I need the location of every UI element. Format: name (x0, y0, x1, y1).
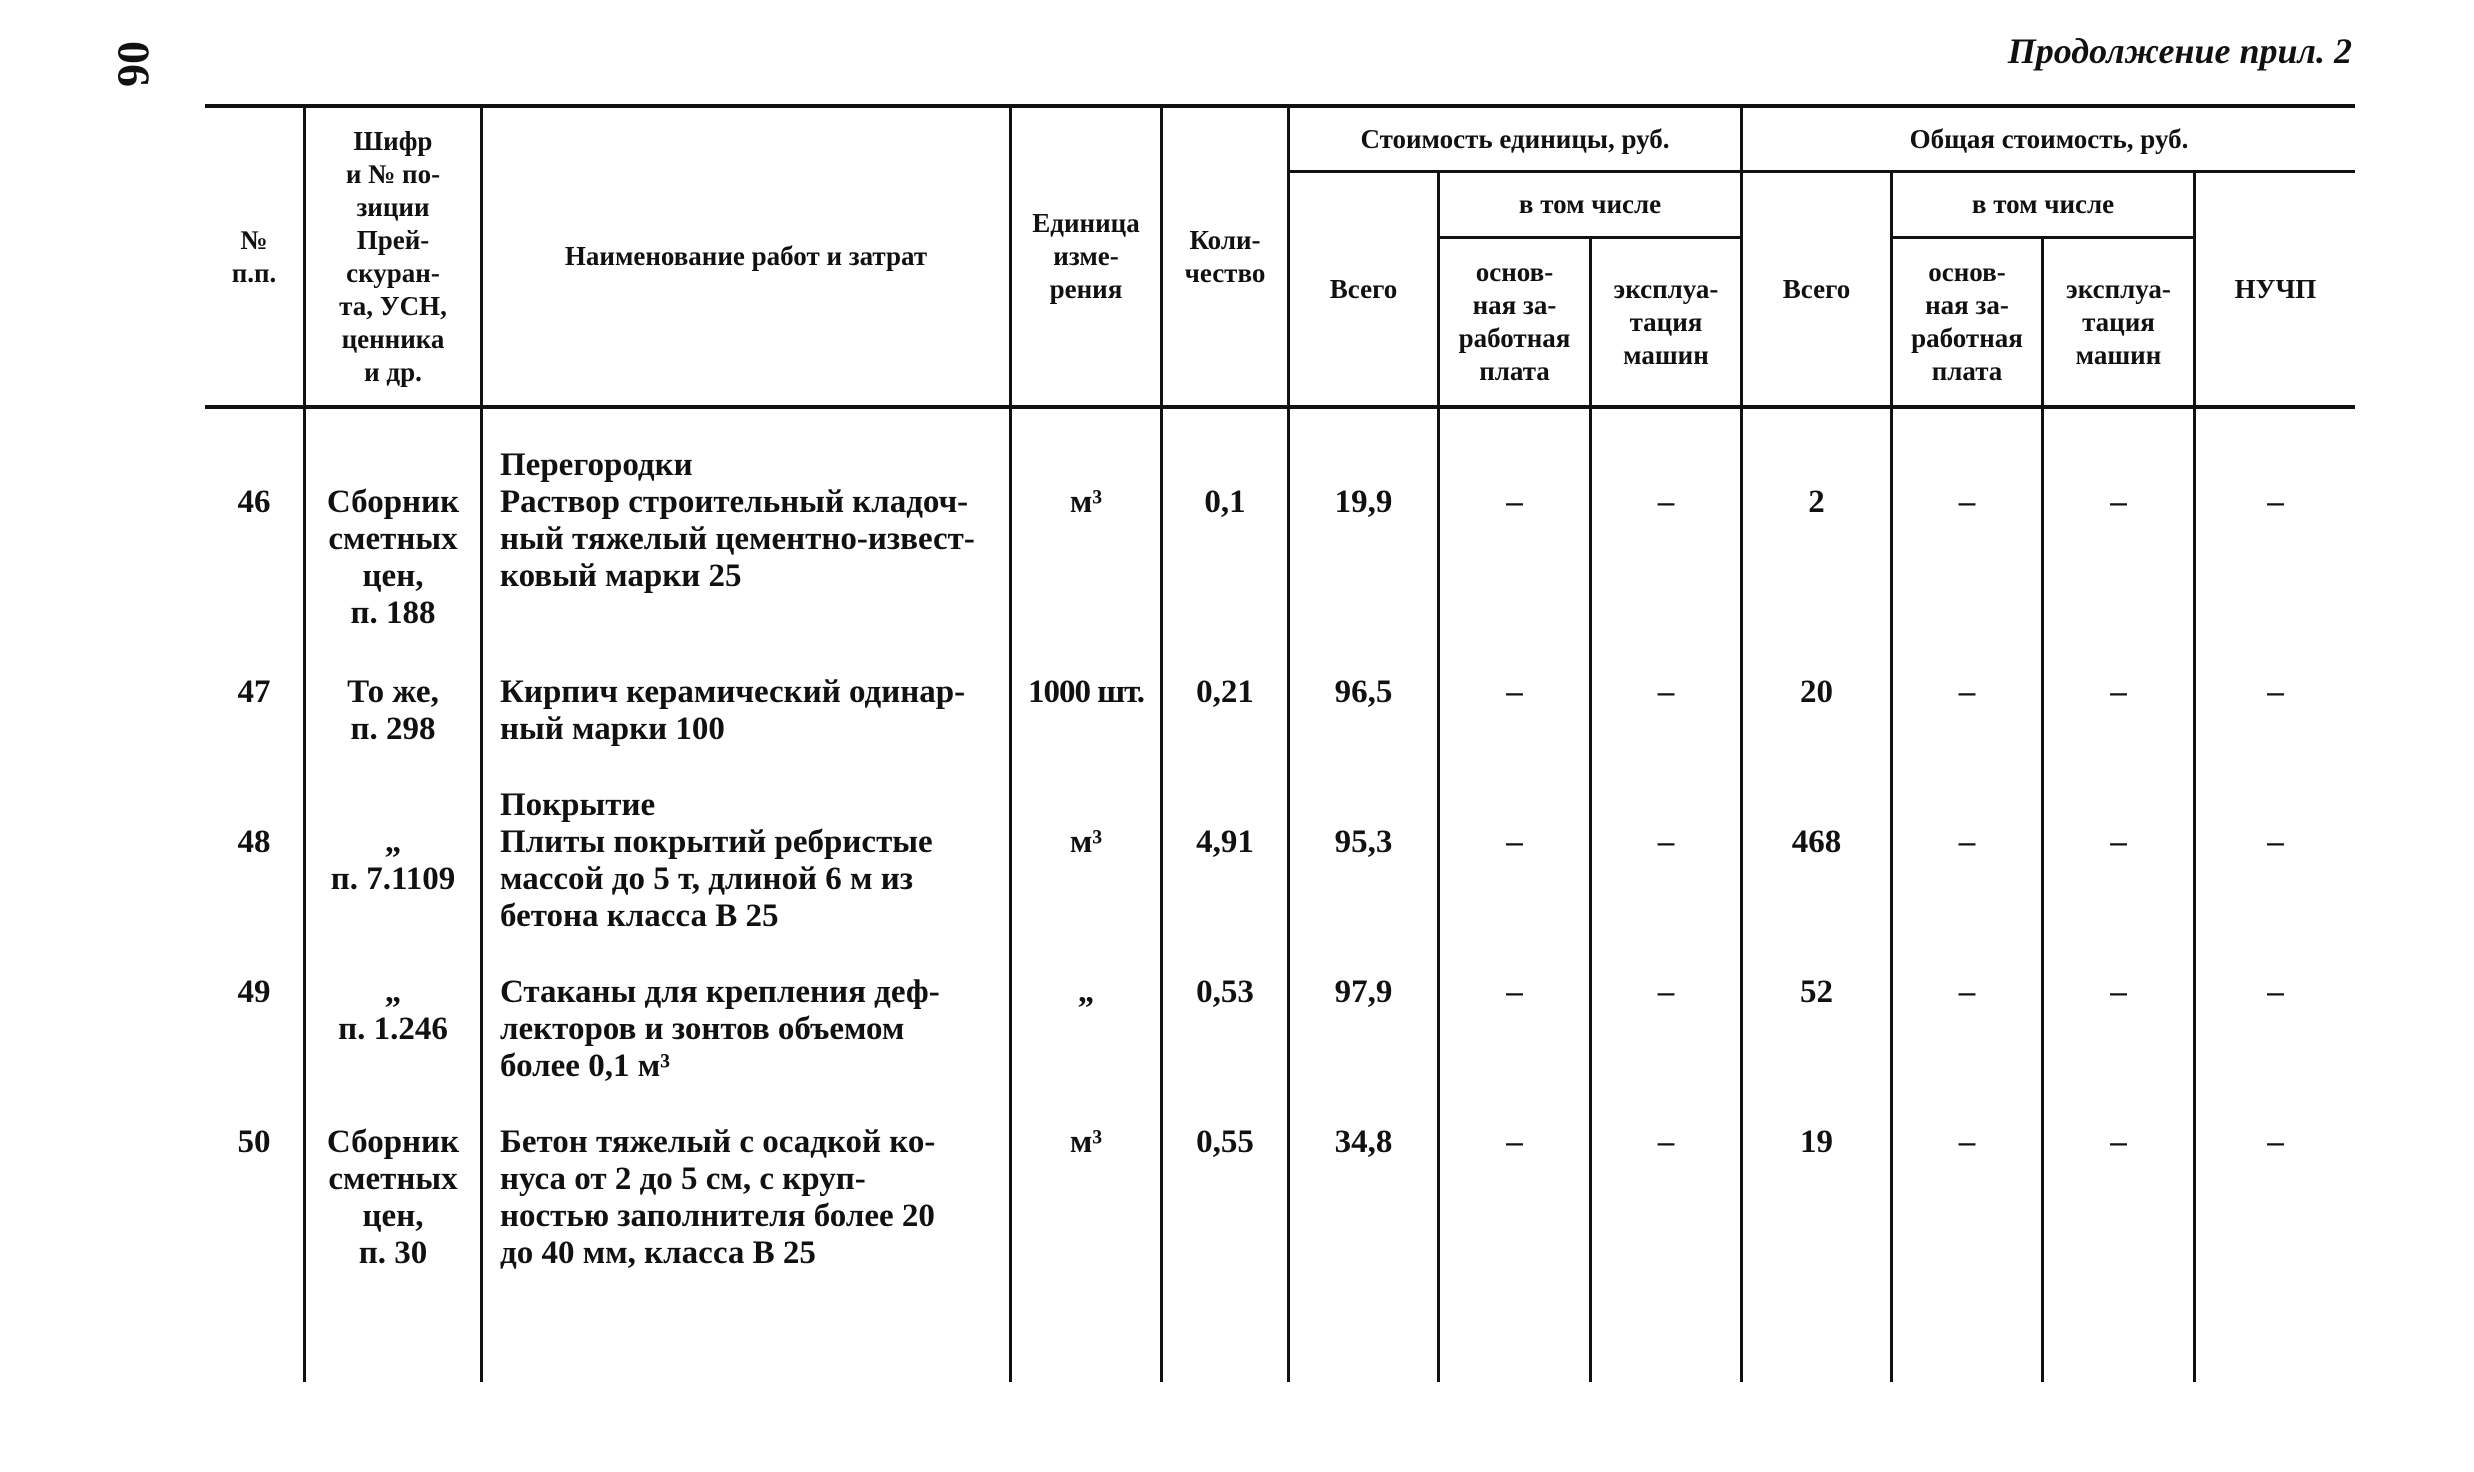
row-name: Плиты покрытий ребристые массой до 5 т, длиной 6 м из бетона класса В 25 (500, 824, 933, 934)
row-name: Кирпич керамический одинар- ный марки 100 (500, 674, 966, 747)
row-nuchp: – (2267, 1124, 2284, 1160)
header-code: Шифр и № по- зиции Прей- скуран- та, УСН, ценника и др. (339, 125, 447, 387)
row-number: 47 (237, 674, 271, 710)
row-name: Бетон тяжелый с осадкой ко- нуса от 2 до 5 см, с круп- ностью заполнителя более 20 до 40 мм, класса В 25 (500, 1124, 936, 1271)
row-total-machine: – (2110, 1124, 2127, 1160)
section-heading: Покрытие (500, 787, 656, 823)
row-quantity: 0,55 (1196, 1124, 1254, 1160)
header-nuchp: НУЧП (2234, 273, 2317, 304)
row-unit-total: 95,3 (1334, 824, 1393, 860)
row-number: 50 (237, 1124, 271, 1160)
row-total-wage: – (1958, 824, 1976, 860)
row-total-machine: – (2110, 674, 2127, 710)
header-name: Наименование работ и затрат (564, 241, 928, 271)
row-unit-wage: – (1506, 1124, 1523, 1160)
row-total-total: 468 (1791, 824, 1842, 860)
row-total-total: 19 (1800, 1124, 1833, 1160)
row-unit-machine: – (1657, 824, 1675, 860)
row-total-wage: – (1958, 974, 1976, 1010)
row-unit: 1000 шт. (1027, 674, 1145, 710)
page-number: 06 (108, 41, 160, 87)
row-total-wage: – (1958, 1124, 1976, 1160)
row-total-machine: – (2110, 484, 2127, 520)
header-total-including: в том числе (1971, 189, 2115, 219)
header-total-cost-group: Общая стоимость, руб. (1909, 123, 2189, 154)
row-code: То же, п. 298 (347, 674, 439, 747)
row-unit-wage: – (1506, 484, 1523, 520)
row-quantity: 4,91 (1196, 824, 1254, 860)
header-unit: Единица изме- рения (1032, 208, 1140, 304)
header-number: № п.п. (231, 224, 277, 288)
row-unit-machine: – (1657, 974, 1675, 1010)
row-unit-total: 19,9 (1334, 484, 1393, 520)
header-total-machine: эксплуа- тация машин (2066, 273, 2171, 370)
row-unit-total: 34,8 (1334, 1124, 1393, 1160)
row-code: „ п. 7.1109 (330, 824, 456, 897)
header-unit-machine: эксплуа- тация машин (1613, 273, 1719, 370)
row-total-total: 20 (1800, 674, 1833, 710)
row-unit: „ (1077, 974, 1095, 1010)
row-unit-wage: – (1506, 974, 1523, 1010)
row-unit-machine: – (1657, 674, 1675, 710)
row-nuchp: – (2267, 974, 2284, 1010)
row-unit-total: 97,9 (1334, 974, 1393, 1010)
row-nuchp: – (2267, 824, 2284, 860)
row-quantity: 0,53 (1196, 974, 1254, 1010)
column-rule (2041, 236, 2044, 1382)
header-total-total: Всего (1782, 273, 1851, 304)
header-bottom-rule (205, 405, 2355, 409)
header-unit-cost-group: Стоимость единицы, руб. (1360, 123, 1670, 154)
row-number: 46 (237, 484, 271, 520)
column-rule (1589, 236, 1592, 1382)
row-total-machine: – (2110, 974, 2127, 1010)
row-unit: м³ (1069, 824, 1103, 860)
row-quantity: 0,21 (1196, 674, 1254, 710)
row-code: Сборник сметных цен, п. 188 (326, 484, 460, 631)
row-number: 49 (237, 974, 271, 1010)
row-quantity: 0,1 (1204, 484, 1246, 520)
continuation-caption: Продолжение прил. 2 (2007, 31, 2352, 71)
header-unit-including: в том числе (1518, 189, 1662, 219)
row-name: Раствор строительный кладоч- ный тяжелый цементно-извест- ковый марки 25 (500, 484, 975, 594)
row-total-wage: – (1958, 484, 1976, 520)
row-unit-wage: – (1506, 824, 1523, 860)
row-unit: м³ (1069, 484, 1103, 520)
row-nuchp: – (2267, 674, 2284, 710)
header-unit-total: Всего (1329, 273, 1398, 304)
row-nuchp: – (2267, 484, 2284, 520)
row-code: Сборник сметных цен, п. 30 (326, 1124, 460, 1271)
row-number: 48 (237, 824, 271, 860)
header-quantity: Коли- чество (1184, 224, 1266, 288)
header-unit-wage: основ- ная за- работная плата (1458, 257, 1571, 386)
row-unit: м³ (1069, 1124, 1103, 1160)
section-heading: Перегородки (500, 447, 693, 483)
row-unit-machine: – (1657, 484, 1675, 520)
header-total-wage: основ- ная за- работная плата (1911, 257, 2023, 386)
row-total-machine: – (2110, 824, 2127, 860)
row-unit-wage: – (1506, 674, 1523, 710)
row-name: Стаканы для крепления деф- лекторов и зонтов объемом более 0,1 м³ (500, 974, 940, 1084)
row-unit-machine: – (1657, 1124, 1675, 1160)
row-total-total: 52 (1800, 974, 1833, 1010)
row-total-total: 2 (1808, 484, 1825, 520)
row-unit-total: 96,5 (1334, 674, 1393, 710)
row-code: „ п. 1.246 (338, 974, 448, 1047)
row-total-wage: – (1958, 674, 1976, 710)
